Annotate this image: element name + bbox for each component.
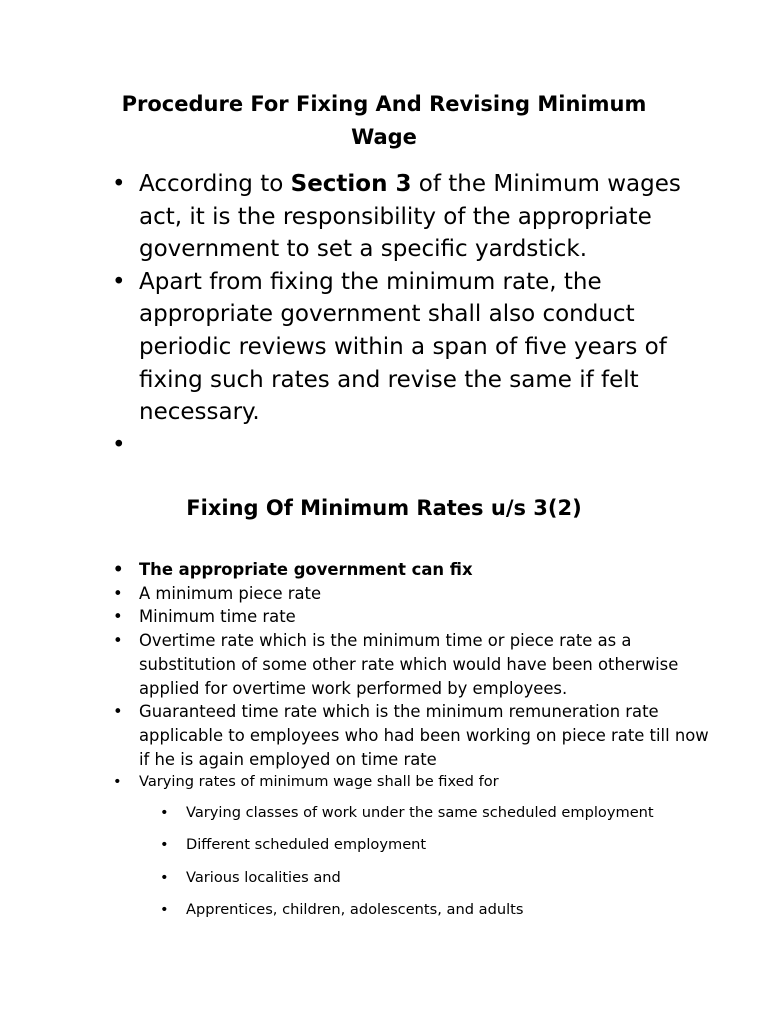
intro-list xyxy=(112,168,692,462)
rates-list xyxy=(113,558,713,793)
intro-item-1-bold: Section 3 xyxy=(290,171,412,197)
rates-item-guaranteed-time-rate: • Guaranteed time rate which is the minimum remuneration rate applicable to employees who had been working on piece rate till now if he is again employed on time rate xyxy=(113,700,713,771)
intro-item-reviews: • Apart from fixing the minimum rate, the appropriate government shall also conduct periodic reviews within a span of five years of fixing such rates and revise the same if felt necessary. xyxy=(112,266,692,429)
rates-item-overtime-rate: • Overtime rate which is the minimum time or piece rate as a substitution of some other rate which would have been otherwise applied for overtime work performed by employees. xyxy=(113,629,713,700)
intro-item-1-before: According to xyxy=(139,171,291,197)
rates-item-time-rate: • Minimum time rate xyxy=(113,605,713,629)
page-title: Procedure For Fixing And Revising Minimum Wage xyxy=(121,92,647,149)
varying-item-age-groups: • Apprentices, children, adolescents, and adults xyxy=(160,899,720,921)
rates-item-piece-rate: • A minimum piece rate xyxy=(113,582,713,606)
varying-item-scheduled-employment: • Different scheduled employment xyxy=(160,834,720,856)
varying-item-classes-of-work: • Varying classes of work under the same scheduled employment xyxy=(160,802,720,824)
intro-item-1-after: of the Minimum wages act, it is the responsibility of the appropriate government to set a specific yardstick. xyxy=(139,171,681,263)
rates-item-government-can-fix: • The appropriate government can fix xyxy=(113,558,713,582)
varying-item-localities: • Various localities and xyxy=(160,867,720,889)
section-subtitle: Fixing Of Minimum Rates u/s 3(2) xyxy=(186,496,582,520)
intro-item-empty xyxy=(112,429,692,462)
varying-rates-list xyxy=(160,802,720,931)
intro-item-section3 xyxy=(112,168,692,266)
rates-item-varying-rates: • Varying rates of minimum wage shall be fixed for xyxy=(113,771,713,793)
